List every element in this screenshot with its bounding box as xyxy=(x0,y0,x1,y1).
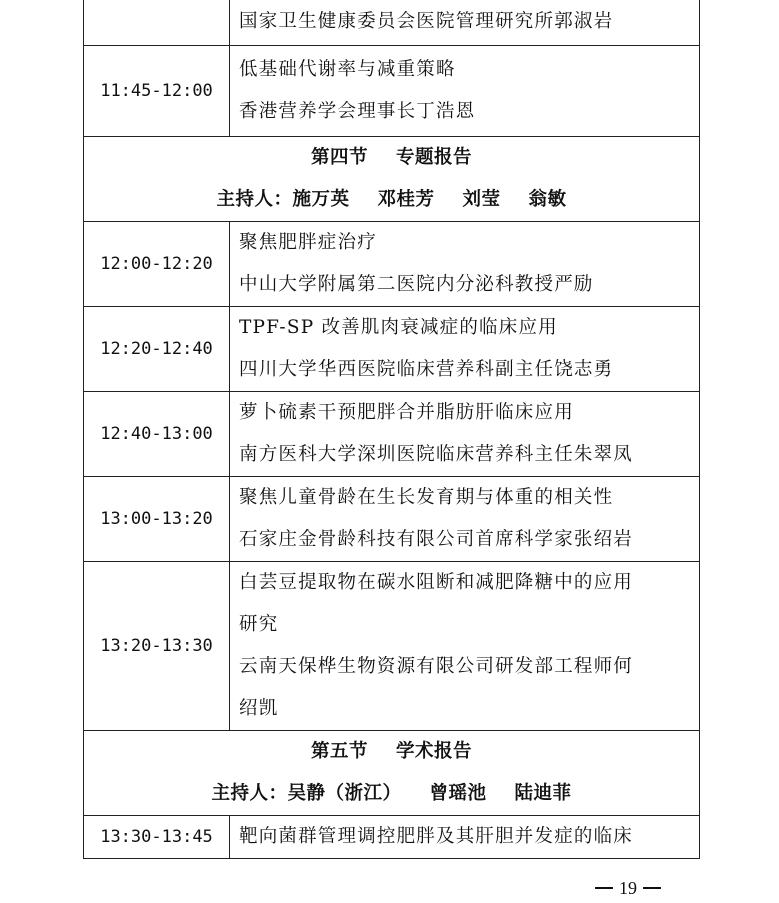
time-cell xyxy=(84,0,230,45)
speaker-line: 石家庄金骨龄科技有限公司首席科学家张绍岩 xyxy=(239,528,634,550)
talk-title: TPF-SP 改善肌肉衰减症的临床应用 xyxy=(239,316,558,338)
hosts-label: 主持人： xyxy=(211,782,288,804)
time-cell: 11:45-12:00 xyxy=(84,45,230,136)
time-cell: 12:40-13:00 xyxy=(84,391,230,476)
time-cell: 13:30-13:45 xyxy=(84,815,230,858)
host-name: 陆迪菲 xyxy=(514,782,572,804)
table-row xyxy=(84,221,700,306)
schedule-table xyxy=(83,0,700,859)
host-name: 曾瑶池 xyxy=(429,782,487,804)
section-number: 第四节 xyxy=(310,146,368,168)
speaker-line: 国家卫生健康委员会医院管理研究所郭淑岩 xyxy=(239,11,614,33)
content-cell xyxy=(230,45,700,136)
talk-title: 聚焦肥胖症治疗 xyxy=(239,231,377,253)
talk-title: 聚焦儿童骨龄在生长发育期与体重的相关性 xyxy=(239,486,614,508)
speaker-line: 云南天保桦生物资源有限公司研发部工程师何 xyxy=(239,655,634,677)
content-cell xyxy=(230,306,700,391)
speaker-line-continued: 绍凯 xyxy=(239,697,279,719)
table-row xyxy=(84,306,700,391)
time-cell: 13:00-13:20 xyxy=(84,476,230,561)
talk-title: 低基础代谢率与减重策略 xyxy=(239,58,456,80)
time-cell: 12:00-12:20 xyxy=(84,221,230,306)
table-row xyxy=(84,45,700,136)
table-row xyxy=(84,391,700,476)
section-header xyxy=(84,730,700,815)
section-name: 专题报告 xyxy=(396,146,473,168)
speaker-line: 四川大学华西医院临床营养科副主任饶志勇 xyxy=(239,358,614,380)
section-title xyxy=(84,137,699,179)
speaker-line: 中山大学附属第二医院内分泌科教授严励 xyxy=(239,273,594,295)
section-hosts xyxy=(84,179,699,221)
speaker-line: 南方医科大学深圳医院临床营养科主任朱翠凤 xyxy=(239,443,634,465)
section-row xyxy=(84,730,700,815)
section-number: 第五节 xyxy=(310,740,368,762)
host-name: 翁敏 xyxy=(528,188,567,210)
table-row xyxy=(84,0,700,45)
host-name: 刘莹 xyxy=(462,188,501,210)
page-number xyxy=(588,876,668,900)
hosts-label: 主持人： xyxy=(216,188,293,210)
content-cell xyxy=(230,0,700,45)
section-title xyxy=(84,731,699,773)
dash-left xyxy=(595,887,613,889)
section-header xyxy=(84,136,700,221)
talk-title: 白芸豆提取物在碳水阻断和减肥降糖中的应用 xyxy=(239,571,634,593)
content-cell xyxy=(230,561,700,730)
time-cell: 13:20-13:30 xyxy=(84,561,230,730)
host-name: 邓桂芳 xyxy=(377,188,435,210)
content-cell xyxy=(230,815,700,858)
section-row xyxy=(84,136,700,221)
dash-right xyxy=(643,887,661,889)
host-name: 吴静（浙江） xyxy=(287,782,402,804)
table-row xyxy=(84,561,700,730)
talk-title-continued: 研究 xyxy=(239,613,279,635)
talk-title: 靶向菌群管理调控肥胖及其肝胆并发症的临床 xyxy=(239,825,634,847)
speaker-line: 香港营养学会理事长丁浩恩 xyxy=(239,100,476,122)
content-cell xyxy=(230,391,700,476)
host-name: 施万英 xyxy=(292,188,350,210)
time-cell: 12:20-12:40 xyxy=(84,306,230,391)
content-cell xyxy=(230,221,700,306)
section-name: 学术报告 xyxy=(396,740,473,762)
page-number-value: 19 xyxy=(619,877,637,898)
table-row xyxy=(84,815,700,858)
content-cell xyxy=(230,476,700,561)
talk-title: 萝卜硫素干预肥胖合并脂肪肝临床应用 xyxy=(239,401,574,423)
section-hosts xyxy=(84,773,699,815)
table-row xyxy=(84,476,700,561)
